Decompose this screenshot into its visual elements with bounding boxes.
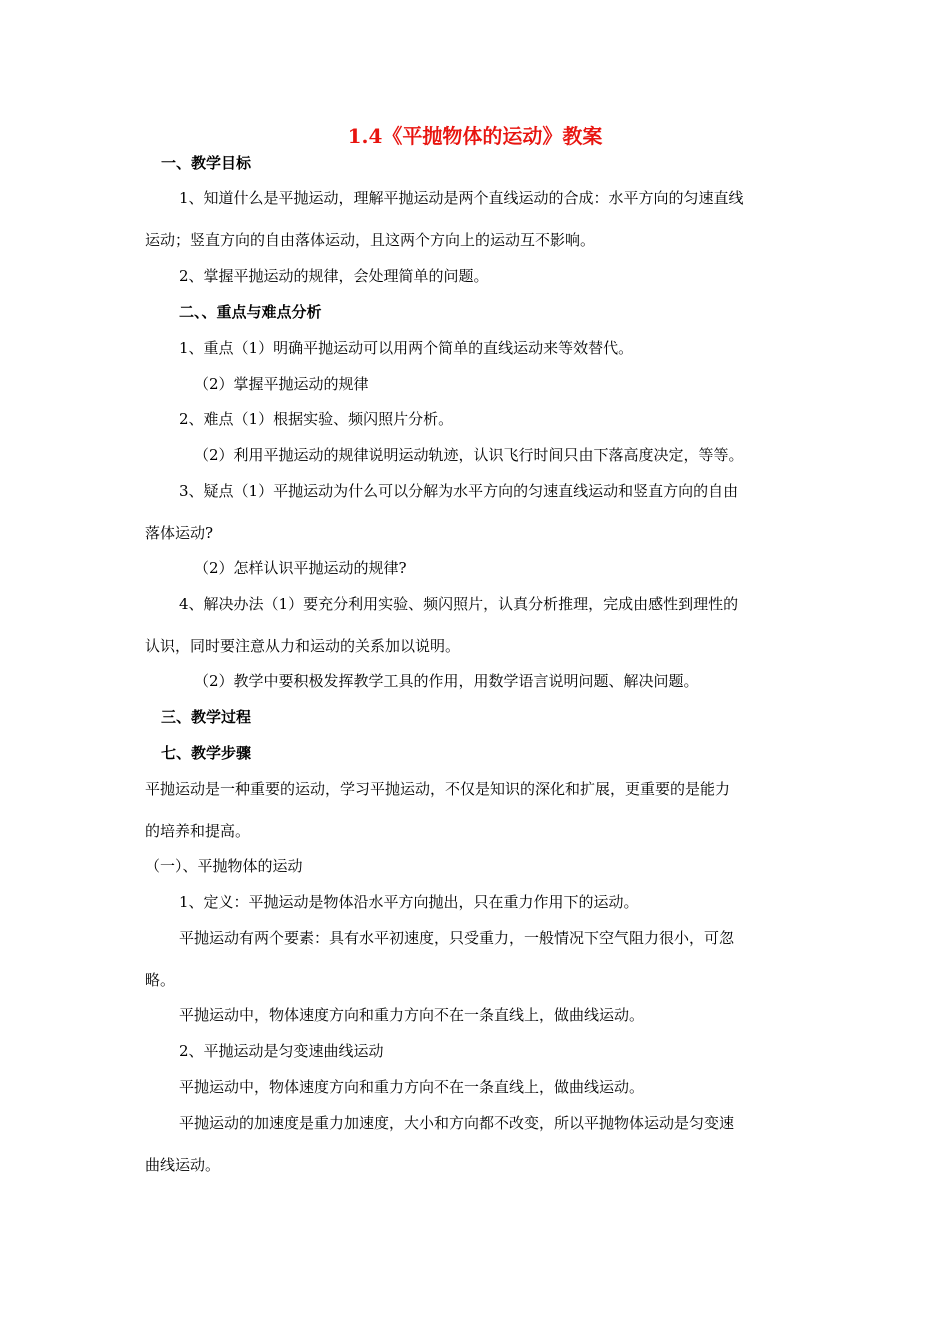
paragraph-line: 落体运动? (145, 524, 214, 542)
paragraph-line: 2、掌握平抛运动的规律，会处理简单的问题。 (179, 267, 489, 285)
paragraph-line: 1、知道什么是平抛运动，理解平抛运动是两个直线运动的合成：水平方向的匀速直线 (179, 189, 744, 207)
section-heading-key-points: 二、、重点与难点分析 (179, 303, 322, 321)
section-heading-objectives: 一、教学目标 (161, 154, 252, 172)
paragraph-line: 平抛运动有两个要素：具有水平初速度，只受重力，一般情况下空气阻力很小，可忽 (179, 929, 735, 947)
paragraph-line: （2）掌握平抛运动的规律 (194, 375, 369, 393)
paragraph-line: 3、疑点（1）平抛运动为什么可以分解为水平方向的匀速直线运动和竖直方向的自由 (179, 482, 739, 500)
paragraph-line: 平抛运动中，物体速度方向和重力方向不在一条直线上，做曲线运动。 (179, 1006, 645, 1024)
paragraph-line: （2）怎样认识平抛运动的规律? (194, 559, 407, 577)
paragraph-line: （2）利用平抛运动的规律说明运动轨迹，认识飞行时间只由下落高度决定，等等。 (194, 446, 744, 464)
section-heading-steps: 七、教学步骤 (161, 744, 252, 762)
document-title: 1.4《平抛物体的运动》教案 (347, 124, 603, 148)
paragraph-line: 运动；竖直方向的自由落体运动，且这两个方向上的运动互不影响。 (145, 231, 596, 249)
section-heading-process: 三、教学过程 (161, 708, 252, 726)
paragraph-line: 平抛运动中，物体速度方向和重力方向不在一条直线上，做曲线运动。 (179, 1078, 645, 1096)
paragraph-line: 认识，同时要注意从力和运动的关系加以说明。 (145, 637, 461, 655)
subsection-heading: （一）、平抛物体的运动 (145, 857, 303, 875)
paragraph-line: 2、平抛运动是匀变速曲线运动 (179, 1042, 384, 1060)
paragraph-line: 平抛运动是一种重要的运动，学习平抛运动，不仅是知识的深化和扩展，更重要的是能力 (145, 780, 731, 798)
paragraph-line: 4、解决办法（1）要充分利用实验、频闪照片，认真分析推理，完成由感性到理性的 (179, 595, 739, 613)
paragraph-line: 平抛运动的加速度是重力加速度，大小和方向都不改变，所以平抛物体运动是匀变速 (179, 1114, 735, 1132)
paragraph-line: 略。 (145, 971, 176, 989)
paragraph-line: 曲线运动。 (145, 1156, 221, 1174)
paragraph-line: （2）教学中要积极发挥教学工具的作用，用数学语言说明问题、解决问题。 (194, 672, 699, 690)
paragraph-line: 的培养和提高。 (145, 822, 251, 840)
paragraph-line: 2、难点（1）根据实验、频闪照片分析。 (179, 410, 454, 428)
paragraph-line: 1、重点（1）明确平抛运动可以用两个简单的直线运动来等效替代。 (179, 339, 634, 357)
paragraph-line: 1、定义：平抛运动是物体沿水平方向抛出，只在重力作用下的运动。 (179, 893, 639, 911)
